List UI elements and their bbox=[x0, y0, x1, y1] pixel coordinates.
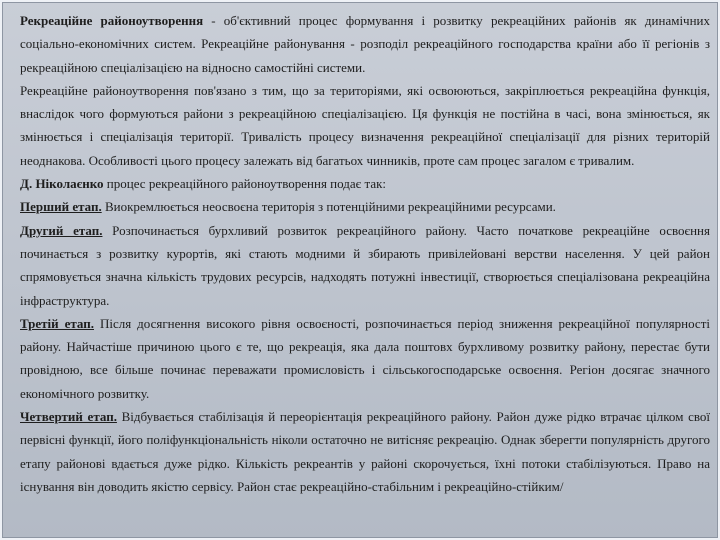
stage-4-label: Четвертий етап. bbox=[20, 409, 117, 425]
paragraph-stage-4 bbox=[20, 405, 710, 498]
stage-3-text: Після досягнення високого рівня освоєності, розпочинається період зниження рекреаційної популярності району. Найчастіше причиною цього є те, що рекреація, яка дала поштовх бурхливому розвитку району, перестає бути провідною, все більше починає переважати промисловість і сільськогосподарське освоєння. Регіон досягає значного економічного розвитку. bbox=[20, 315, 710, 401]
stage-2-label: Другий етап. bbox=[20, 222, 103, 238]
paragraph-definition bbox=[20, 9, 710, 79]
term-recreational-district-formation: Рекреаційне районоутворення bbox=[20, 13, 204, 28]
explanation-text: Рекреаційне районоутворення пов'язано з тим, що за територіями, які освоюються, закріплюється рекреаційна функція, внаслідок чого формуються райони з рекреаційною спеціалізацією. Ця функція не постійна в часі, вона змінюється, як змінюється і спеціалізація території. Тривалість процесу визначення рекреаційної спеціалізації для різних територій неоднакова. Особливості цього процесу залежать від багатьох чинників, проте сам процес загалом є тривалим. bbox=[20, 82, 710, 168]
paragraph-explanation bbox=[20, 79, 710, 172]
paragraph-stage-1 bbox=[20, 195, 710, 218]
paragraph-stage-3 bbox=[20, 312, 710, 405]
stage-1-text: Виокремлюється неосвоєна територія з потенційними рекреаційними ресурсами. bbox=[101, 199, 556, 215]
stage-4-text: Відбувається стабілізація й переорієнтація рекреаційного району. Район дуже рідко втрачає цілком свої первісні функції, його поліфункціональність ніколи остаточно не витісняє рекреацію. Однак зберегти популярність другого етапу районові вдається дуже рідко. Кількість рекреантів у районі скорочується, їхні потоки стабілізуються. Право на існування він доводить якістю сервісу. Район стає рекреаційно-стабільним і рекреаційно-стійким/ bbox=[20, 409, 710, 494]
author-text: процес рекреаційного районоутворення подає так: bbox=[103, 176, 387, 192]
text-body bbox=[20, 9, 710, 498]
stage-3-label: Третій етап. bbox=[20, 315, 94, 331]
definition-text: - об'єктивний процес формування і розвитку рекреаційних районів як динамічних соціально-економічних систем. Рекреаційне районування - розподіл рекреаційного господарства країни або її регіонів з рекреаційною спеціалізацією на відносно самостійні системи. bbox=[20, 13, 711, 75]
paragraph-stage-2 bbox=[20, 219, 710, 312]
stage-1-label: Перший етап. bbox=[20, 199, 102, 215]
stage-2-text: Розпочинається бурхливий розвиток рекреаційного району. Часто початкове рекреаційне освоєння починається з розвитку курортів, які стають модними й збирають привілейовані верстви населення. У цей район спрямовується значна кількість трудових ресурсів, надходять потужні інвестиції, створюється спеціалізована рекреаційна інфраструктура. bbox=[20, 222, 710, 308]
paragraph-author bbox=[20, 172, 710, 195]
author-name: Д. Ніколаєнко bbox=[20, 176, 104, 192]
